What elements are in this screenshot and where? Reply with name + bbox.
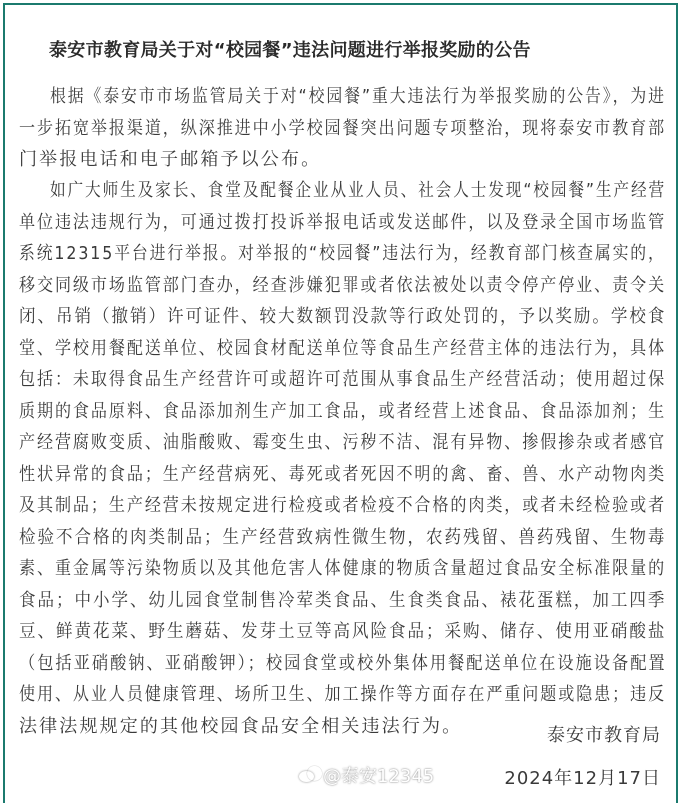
- paragraph-line: 堂、学校用餐配送单位、校园食材配送单位等食品生产经营主体的违法行为，具体: [19, 338, 667, 359]
- paragraph-line: 豆、鲜黄花菜、野生蘑菇、发芽土豆等高风险食品；采购、储存、使用亚硝酸盐: [19, 621, 667, 642]
- paragraph-line: 使用、从业人员健康管理、场所卫生、加工操作等方面存在严重问题或隐患；违反: [19, 684, 667, 705]
- paragraph-line: 素、重金属等污染物质以及其他危害人体健康的物质含量超过食品安全标准限量的: [19, 558, 667, 579]
- signature-issuer: 泰安市教育局: [547, 725, 661, 746]
- paragraph-line: 如广大师生及家长、食堂及配餐企业从业人员、社会人士发现“校园餐”生产经营: [50, 180, 667, 201]
- paragraph-line: 检验不合格的肉类制品；生产经营致病性微生物，农药残留、兽药残留、生物毒: [19, 527, 667, 548]
- paragraph-line: 法律法规规定的其他校园食品安全相关违法行为。: [19, 716, 463, 737]
- paragraph-line: 系统12315平台进行举报。对举报的“校园餐”违法行为，经教育部门核查属实的，: [19, 243, 666, 264]
- document-title: 泰安市教育局关于对“校园餐”违法问题进行举报奖励的公告: [49, 40, 531, 61]
- paragraph-line: 门举报电话和电子邮箱予以公布。: [19, 149, 322, 170]
- paragraph-line: 产经营腐败变质、油脂酸败、霉变生虫、污秽不洁、混有异物、掺假掺杂或者感官: [19, 432, 667, 453]
- signature-date: 2024年12月17日: [504, 768, 661, 789]
- paragraph-line: 闭、吊销（撤销）许可证件、较大数额罚没款等行政处罚的，予以奖励。学校食: [19, 306, 667, 327]
- paragraph-line: 质期的食品原料、食品添加剂生产加工食品，或者经营上述食品、食品添加剂；生: [19, 401, 667, 422]
- paragraph-line: 单位违法违规行为，可通过拨打投诉举报电话或发送邮件，以及登录全国市场监管: [19, 212, 667, 233]
- paragraph-line: （包括亚硝酸钠、亚硝酸钾）；校园食堂或校外集体用餐配送单位在设施设备配置: [19, 653, 667, 674]
- paragraph-line: 一步拓宽举报渠道，纵深推进中小学校园餐突出问题专项整治，现将泰安市教育部: [19, 118, 667, 139]
- paragraph-line: 及其制品；生产经营未按规定进行检疫或者检疫不合格的肉类，或者未经检验或者: [19, 495, 667, 516]
- paragraph-line: 性状异常的食品；生产经营病死、毒死或者死因不明的禽、畜、兽、水产动物肉类: [19, 464, 667, 485]
- watermark: [298, 762, 434, 788]
- paragraph-line: 移交同级市场监管部门查办，经查涉嫌犯罪或者依法被处以责令停产停业、责令关: [19, 275, 667, 296]
- paragraph-line: 食品；中小学、幼儿园食堂制售冷荤类食品、生食类食品、裱花蛋糕，加工四季: [19, 590, 667, 611]
- weibo-logo-icon: [298, 766, 320, 784]
- paragraph-line: 根据《泰安市市场监管局关于对“校园餐”重大违法行为举报奖励的公告》，为进: [50, 86, 666, 107]
- paragraph-line: 包括：未取得食品生产经营许可或超许可范围从事食品生产经营活动；使用超过保: [19, 369, 667, 390]
- watermark-text: @泰安12345: [323, 766, 435, 787]
